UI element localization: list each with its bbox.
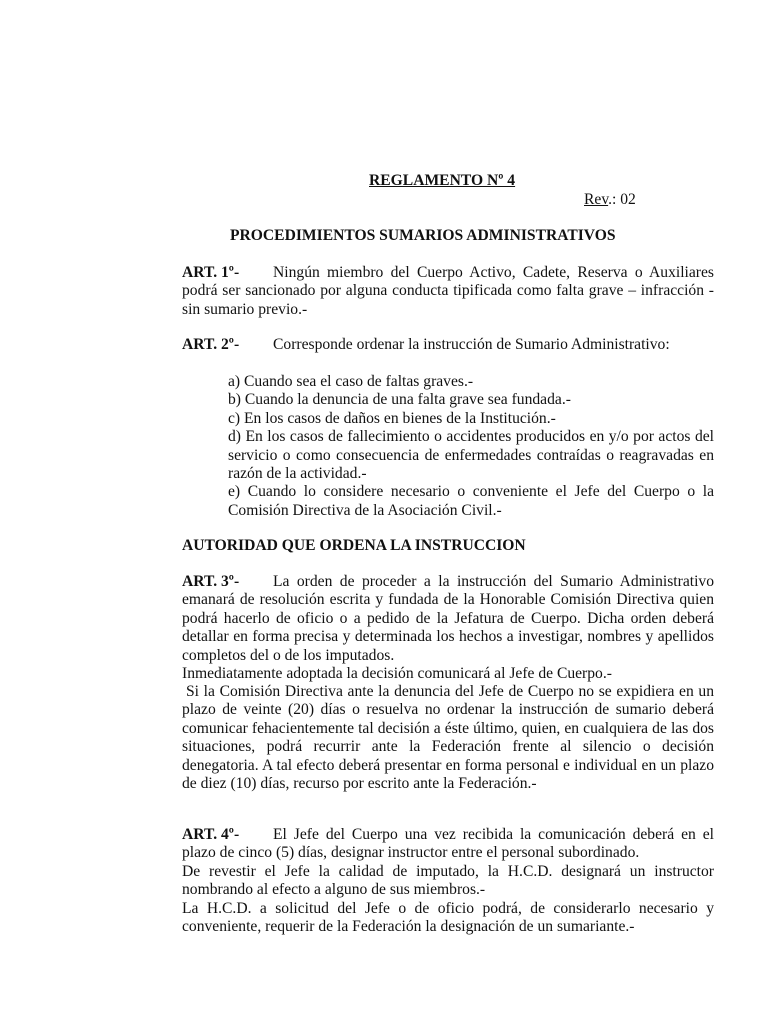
article-2 bbox=[182, 336, 714, 354]
article-3-paragraph-1: La orden de proceder a la instrucción del Sumario Administrativo emanará de resolución escrita y fundada de la Honorable Comisión Directiva quien podrá hacerlo de oficio o a pedido de la Jefatura de Cuerpo. Dicha orden deberá detallar en forma precisa y determinada los hechos a investigar, nombres y apellidos completos del o de los imputados. bbox=[182, 573, 714, 664]
list-item: a) Cuando sea el caso de faltas graves.- bbox=[228, 373, 474, 390]
article-1-heading: ART. 1º- bbox=[182, 264, 240, 281]
list-item: b) Cuando la denuncia de una falta grave sea fundada.- bbox=[228, 391, 571, 409]
list-item: c) En los casos de daños en bienes de la Institución.- bbox=[228, 409, 556, 427]
rev-label: Rev bbox=[584, 191, 609, 208]
article-3-heading: ART. 3º- bbox=[182, 573, 240, 590]
article-4 bbox=[182, 826, 714, 863]
rev-value: .: 02 bbox=[608, 191, 636, 208]
document-subtitle: PROCEDIMIENTOS SUMARIOS ADMINISTRATIVOS bbox=[230, 227, 616, 244]
article-4-paragraph-3: La H.C.D. a solicitud del Jefe o de oficio podrá, de considerarlo necesario y conveniente, requerir de la Federación la designación de un sumariante.- bbox=[182, 900, 714, 936]
list-item: e) Cuando lo considere necesario o conveniente el Jefe del Cuerpo o la Comisión Directiva de la Asociación Civil.- bbox=[228, 483, 714, 519]
document-title: REGLAMENTO Nº 4 bbox=[369, 172, 516, 189]
article-4-paragraph-1: El Jefe del Cuerpo una vez recibida la comunicación deberá en el plazo de cinco (5) días, designar instructor entre el personal subordinado. bbox=[182, 826, 714, 862]
article-4-heading: ART. 4º- bbox=[182, 826, 240, 843]
list-item: d) En los casos de fallecimiento o accidentes producidos en y/o por actos del servicio o como consecuencia de enfermedades contraídas o reagravadas en razón de la actividad.- bbox=[228, 428, 714, 483]
revision-label bbox=[584, 191, 636, 209]
article-3 bbox=[182, 573, 714, 665]
article-3-paragraph-2: Inmediatamente adoptada la decisión comunicará al Jefe de Cuerpo.- bbox=[182, 665, 612, 682]
article-2-text: Corresponde ordenar la instrucción de Sumario Administrativo: bbox=[273, 336, 670, 353]
article-2-heading: ART. 2º- bbox=[182, 336, 240, 353]
section-heading: AUTORIDAD QUE ORDENA LA INSTRUCCION bbox=[182, 537, 526, 554]
article-2-list bbox=[228, 373, 714, 520]
article-1 bbox=[182, 264, 714, 319]
article-3-paragraph-3: Si la Comisión Directiva ante la denuncia del Jefe de Cuerpo no se expidiera en un plazo de veinte (20) días o resuelva no ordenar la instrucción de sumario deberá comunicar fehacientemente tal decisión a éste último, quien, en cualquiera de las dos situaciones, podrá recurrir ante la Federación frente al silencio o decisión denegatoria. A tal efecto deberá presentar en forma personal e individual en un plazo de diez (10) días, recurso por escrito ante la Federación.- bbox=[182, 683, 714, 793]
article-4-paragraph-2: De revestir el Jefe la calidad de imputado, la H.C.D. designará un instructor nombrando al efecto a alguno de sus miembros.- bbox=[182, 863, 714, 899]
article-1-text: Ningún miembro del Cuerpo Activo, Cadete, Reserva o Auxiliares podrá ser sancionado por alguna conducta tipificada como falta grave – infracción - sin sumario previo.- bbox=[182, 264, 714, 318]
